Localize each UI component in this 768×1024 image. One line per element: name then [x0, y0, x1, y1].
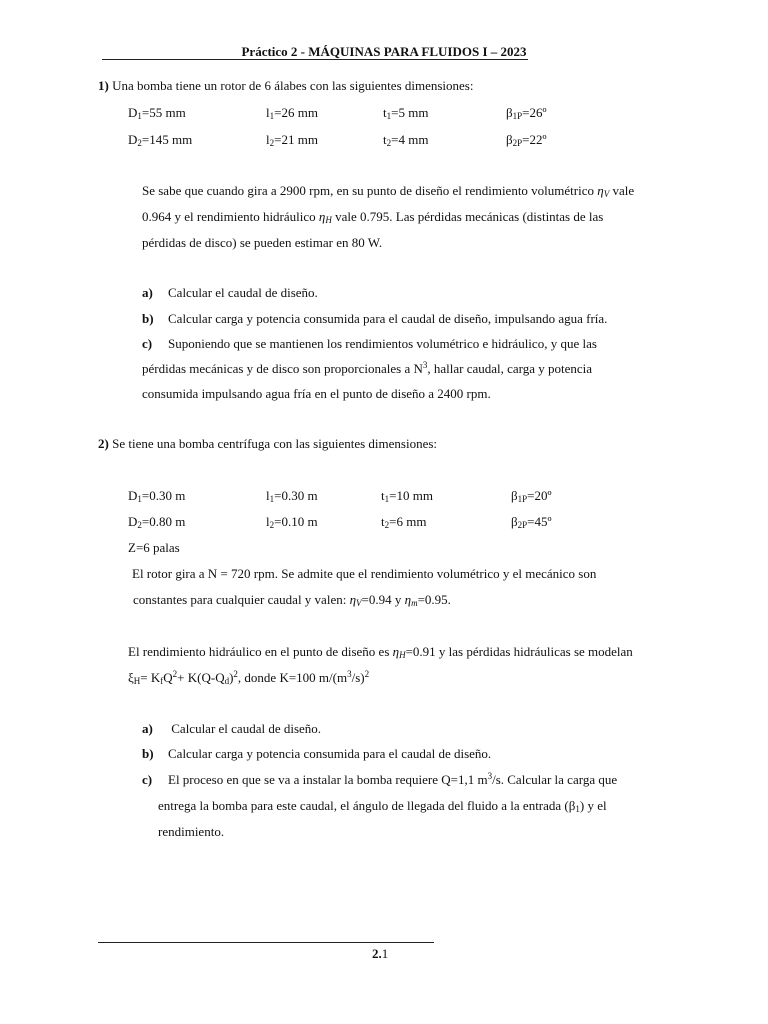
p2-item-c-line3: rendimiento.: [158, 824, 225, 839]
p2-item-b: b) Calcular carga y potencia consumida para el caudal de diseño.: [142, 746, 492, 761]
p2-blades: Z=6 palas: [128, 540, 180, 555]
page-number: 2.1: [372, 946, 389, 961]
p1-item-b: b) Calcular carga y potencia consumida para el caudal de diseño, impulsando agua fría.: [142, 311, 608, 326]
p1-t1: $t_1=5$ mm: [383, 105, 429, 121]
p1-D1: $D_1=55$ mm: [128, 105, 186, 121]
problem1-intro: 1) Una bomba tiene un rotor de 6 álabes con las siguientes dimensiones:: [98, 78, 474, 93]
problem2-intro: 2) Se tiene una bomba centrífuga con las siguientes dimensiones:: [98, 436, 438, 451]
p2-beta2p: $\beta_{2P}=45º$: [511, 514, 552, 530]
page-title: Práctico 2 - MÁQUINAS PARA FLUIDOS I – 2023: [241, 44, 527, 59]
p1-D2: $D_2=145$ mm: [128, 132, 193, 148]
p1-paragraph-line2: 0.964 y el rendimiento hidráulico $\eta_H$ vale 0.795. Las pérdidas mecánicas (distintas de las: [142, 209, 604, 225]
p2-paragraph-line2: constantes para cualquier caudal y valen: $\eta_V=0.94$ y $\eta_m=0.95$.: [133, 592, 451, 608]
p2-t2: $t_2=6$ mm: [381, 514, 427, 530]
p1-paragraph-line3: pérdidas de disco) se pueden estimar en 80 W.: [142, 235, 383, 250]
p2-t1: $t_1=10$ mm: [381, 488, 433, 504]
p2-D1: $D_1=0.30$ m: [128, 488, 186, 504]
p1-paragraph-line1: Se sabe que cuando gira a 2900 rpm, en su punto de diseño el rendimiento volumétrico $\eta_V$ vale: [142, 183, 635, 199]
p1-item-c-line2: pérdidas mecánicas y de disco son proporcionales a $N^3$, hallar caudal, carga y potencia: [142, 360, 593, 376]
p2-item-c-line2: entrega la bomba para este caudal, el ángulo de llegada del fluido a la entrada $(\beta_1)$ y el: [158, 798, 607, 814]
p2-D2: $D_2=0.80$ m: [128, 514, 186, 530]
p1-item-c-line3: consumida impulsando agua fría en el punto de diseño a 2400 rpm.: [142, 386, 491, 401]
p1-item-a: a) Calcular el caudal de diseño.: [142, 285, 318, 300]
p2-item-c-line1: c) El proceso en que se va a instalar la bomba requiere Q=1,1 $m^3/s$. Calcular la carga que: [142, 771, 618, 787]
p1-t2: $t_2=4$ mm: [383, 132, 429, 148]
p2-l1: $l_1=0.30$ m: [266, 488, 318, 504]
p2-paragraph-line1: El rotor gira a N = 720 rpm. Se admite que el rendimiento volumétrico y el mecánico son: [132, 566, 597, 581]
p1-item-c-line1: c) Suponiendo que se mantienen los rendimientos volumétrico e hidráulico, y que las: [142, 336, 597, 351]
p1-beta2p: $\beta_{2P}=22º$: [506, 132, 547, 148]
p1-l1: $l_1=26$ mm: [266, 105, 318, 121]
p2-beta1p: $\beta_{1P}=20º$: [511, 488, 552, 504]
p2-loss-formula: $\xi_H= K_fQ^2+ K(Q-Q_d)^2$, donde K=100 $m/(m^3/s)^2$: [128, 669, 370, 686]
p1-l2: $l_2=21$ mm: [266, 132, 318, 148]
footer-rule: [98, 942, 434, 943]
p1-beta1p: $\beta_{1P}=26º$: [506, 105, 547, 121]
p2-item-a: a) Calcular el caudal de diseño.: [142, 721, 322, 736]
p2-paragraph-line3: El rendimiento hidráulico en el punto de diseño es $\eta_H=0.91$ y las pérdidas hidráulicas se modelan: [128, 644, 633, 660]
p2-l2: $l_2=0.10$ m: [266, 514, 318, 530]
